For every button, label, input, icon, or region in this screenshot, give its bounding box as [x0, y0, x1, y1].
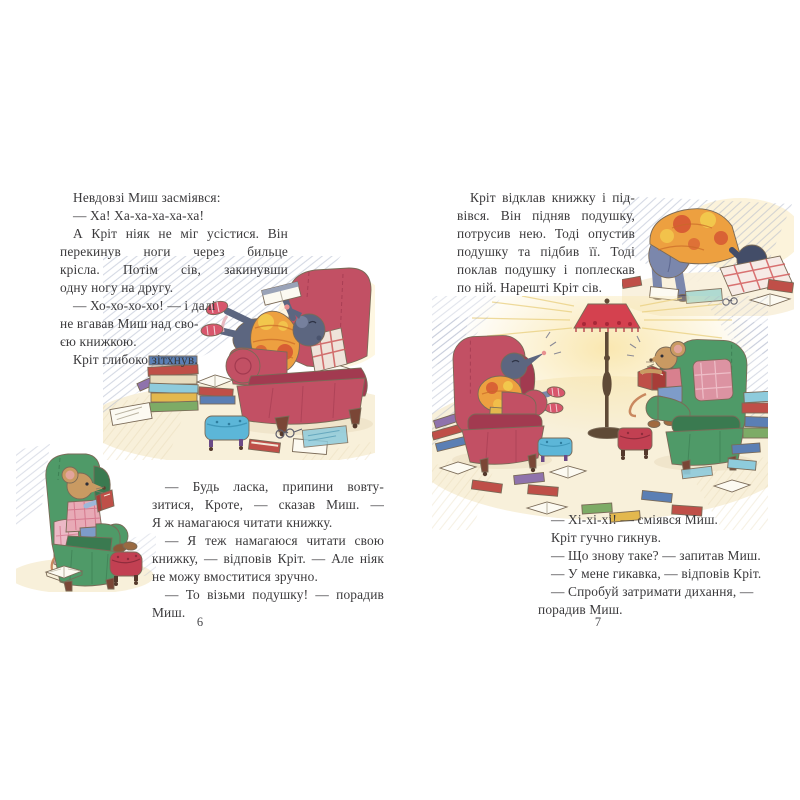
- text-line: потрусив нею. Тоді опустив: [457, 226, 635, 241]
- text-line: — Спробуй затримати дихання, —: [551, 584, 754, 599]
- text-line: — Будь ласка, припини вовту-: [165, 479, 384, 494]
- small-book-pile: [197, 375, 235, 404]
- text-line: — Ха! Ха-ха-ха-ха-ха!: [73, 208, 205, 223]
- illustration-mouse-in-green-armchair: [16, 444, 156, 592]
- text-line: поклав подушку і поплескав: [457, 262, 635, 277]
- text-line: книжку, — відповів Кріт. — Але ніяк: [152, 551, 384, 566]
- text-line: подушку та підбив її. Тоді: [457, 244, 635, 259]
- text-line: Кріт глибоко зітхнув.: [73, 352, 198, 367]
- right-page-bottom-text: [538, 511, 770, 619]
- text-line: одну ногу на другу.: [60, 280, 174, 295]
- mole-head: [501, 353, 527, 379]
- text-line: єю книжкою.: [60, 334, 137, 349]
- page-number-right: 7: [594, 615, 602, 629]
- text-line: — Я теж намагаюся читати свою: [165, 533, 384, 548]
- illustration-armchairs-and-lamp: [432, 296, 768, 530]
- text-line: А Кріт ніяк не міг усістися. Він: [73, 226, 288, 241]
- text-line: вівся. Він підняв подушку,: [457, 208, 635, 223]
- text-line: — То візьми подушку! — порадив: [165, 587, 384, 602]
- text-line: — Що знову таке? — запитав Миш.: [551, 548, 761, 563]
- text-line: Миш.: [152, 605, 186, 620]
- text-line: — У мене гикавка, — відповів Кріт.: [551, 566, 762, 581]
- text-line: по ній. Нарешті Кріт сів.: [457, 280, 603, 295]
- text-line: Кріт гучно гикнув.: [551, 530, 662, 545]
- pink-cushion: [693, 359, 734, 402]
- text-line: не вгавав Миш над сво-: [60, 316, 199, 331]
- left-page-bottom-text: [152, 478, 384, 622]
- text-line: перекинув ноги через бильце: [60, 244, 288, 259]
- text-line: не можу вмоститися зручно.: [152, 569, 318, 584]
- text-line: порадив Миш.: [538, 602, 623, 617]
- right-page-top-text: [457, 189, 635, 297]
- page-number-left: 6: [196, 615, 204, 629]
- text-line: Я ж намагаюся читати книжку.: [152, 515, 333, 530]
- text-line: Кріт відклав книжку і під-: [470, 190, 635, 205]
- page-right: [400, 0, 800, 800]
- text-line: крісла. Потім сів, закинувши: [60, 262, 288, 277]
- text-line: Невдовзі Миш засміявся:: [73, 190, 221, 205]
- text-line: зитися, Кроте, — сказав Миш. —: [152, 497, 384, 512]
- hatched-background: [16, 444, 50, 528]
- left-page-top-text: [60, 189, 288, 369]
- text-line: — Хо-хо-хо-хо! — і далі: [73, 298, 216, 313]
- text-line: — Хі-хі-хі! — сміявся Миш.: [551, 512, 719, 527]
